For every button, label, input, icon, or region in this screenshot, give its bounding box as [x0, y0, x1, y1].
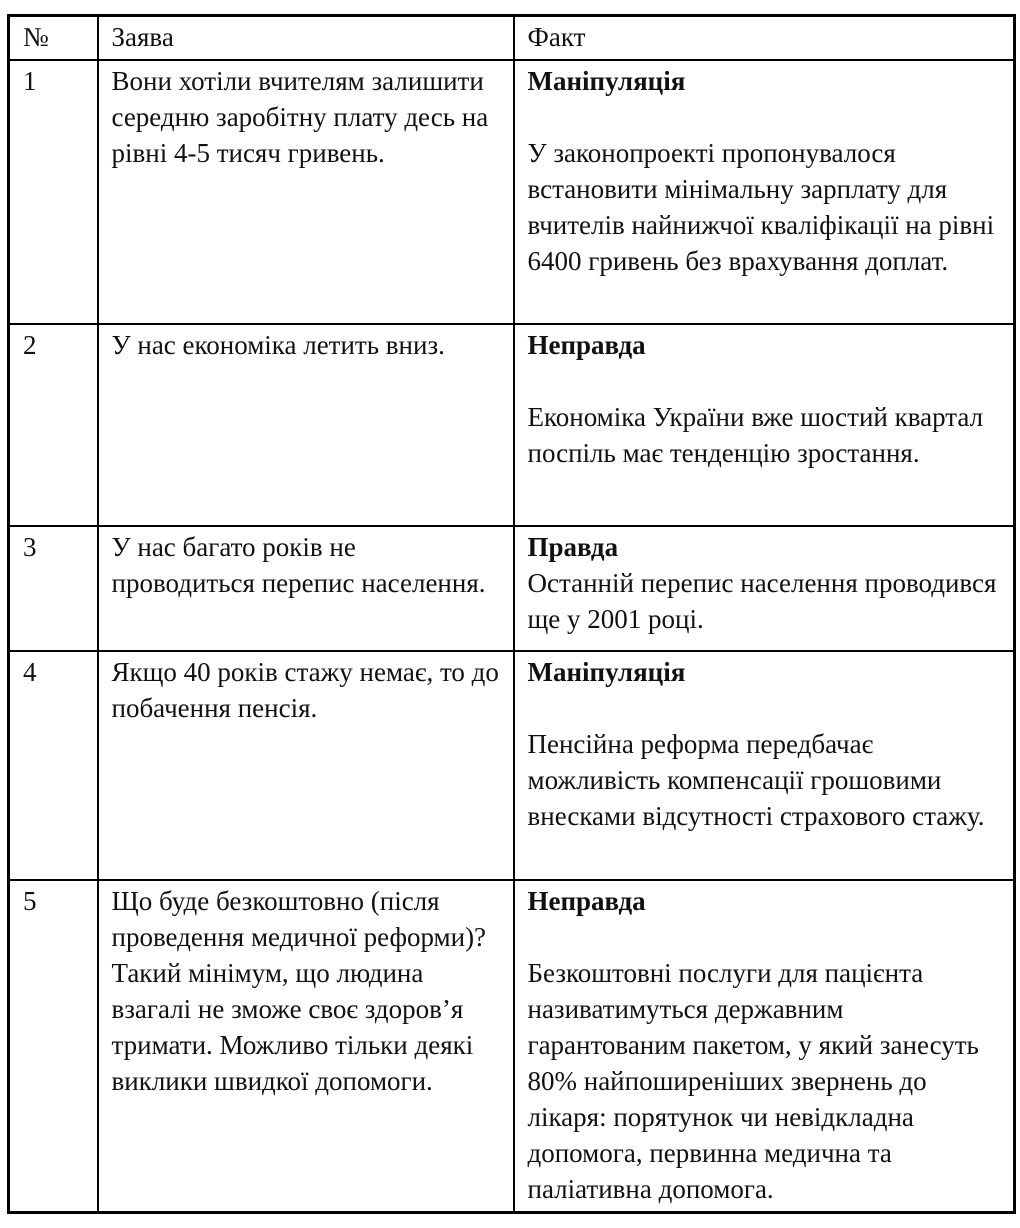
verdict-gap [528, 690, 1004, 726]
fact-text: Пенсійна реформа передбачає можливість компенсації грошовими внесками відсутності страхового стажу. [527, 729, 985, 831]
row-number: 3 [9, 526, 98, 651]
fact-cell [514, 880, 1015, 1213]
row-number: 2 [9, 324, 98, 526]
verdict-gap [528, 99, 1004, 135]
verdict-gap [528, 363, 1004, 399]
verdict-label: Неправда [527, 330, 646, 360]
row-number: 4 [9, 651, 98, 880]
table-row [9, 880, 1015, 1213]
fact-cell [514, 60, 1015, 324]
fact-text: Безкоштовні послуги для пацієнта називатимуться державним гарантованим пакетом, у який занесуть 80% найпоширеніших звернень до лікаря: порятунок чи невідкладна допомога, первинна медична та паліативна допомога. [527, 958, 979, 1204]
fact-cell [514, 324, 1015, 526]
claim-cell: У нас економіка летить вниз. [98, 324, 514, 526]
fact-text: Економіка України вже шостий квартал поспіль має тенденцію зростання. [527, 402, 984, 468]
table-row [9, 60, 1015, 324]
row-number: 5 [9, 880, 98, 1213]
table-row [9, 651, 1015, 880]
column-header-claim: Заява [98, 16, 514, 61]
claim-cell: Що буде безкоштовно (після проведення медичної реформи)? Такий мінімум, що людина взагалі не зможе своє здоров’я тримати. Можливо тільки деякі виклики швидкої допомоги. [98, 880, 514, 1213]
column-header-number: № [9, 16, 98, 61]
verdict-label: Неправда [527, 886, 646, 916]
verdict-label: Маніпуляція [527, 66, 686, 96]
column-header-fact: Факт [514, 16, 1015, 61]
header-row [9, 16, 1015, 61]
fact-cell [514, 651, 1015, 880]
claim-cell: Вони хотіли вчителям залишити середню заробітну плату десь на рівні 4-5 тисяч гривень. [98, 60, 514, 324]
claim-cell: У нас багато років не проводиться перепис населення. [98, 526, 514, 651]
fact-check-table [7, 14, 1016, 1214]
claim-cell: Якщо 40 років стажу немає, то до побачення пенсія. [98, 651, 514, 880]
fact-cell [514, 526, 1015, 651]
fact-text: Останній перепис населення проводився ще у 2001 році. [527, 568, 997, 634]
fact-text: У законопроекті пропонувалося встановити мінімальну зарплату для вчителів найнижчої кваліфікації на рівні 6400 гривень без врахування доплат. [527, 138, 995, 276]
verdict-label: Маніпуляція [527, 657, 686, 687]
verdict-gap [528, 919, 1004, 955]
table-row [9, 526, 1015, 651]
verdict-label: Правда [527, 532, 619, 562]
table-row [9, 324, 1015, 526]
row-number: 1 [9, 60, 98, 324]
